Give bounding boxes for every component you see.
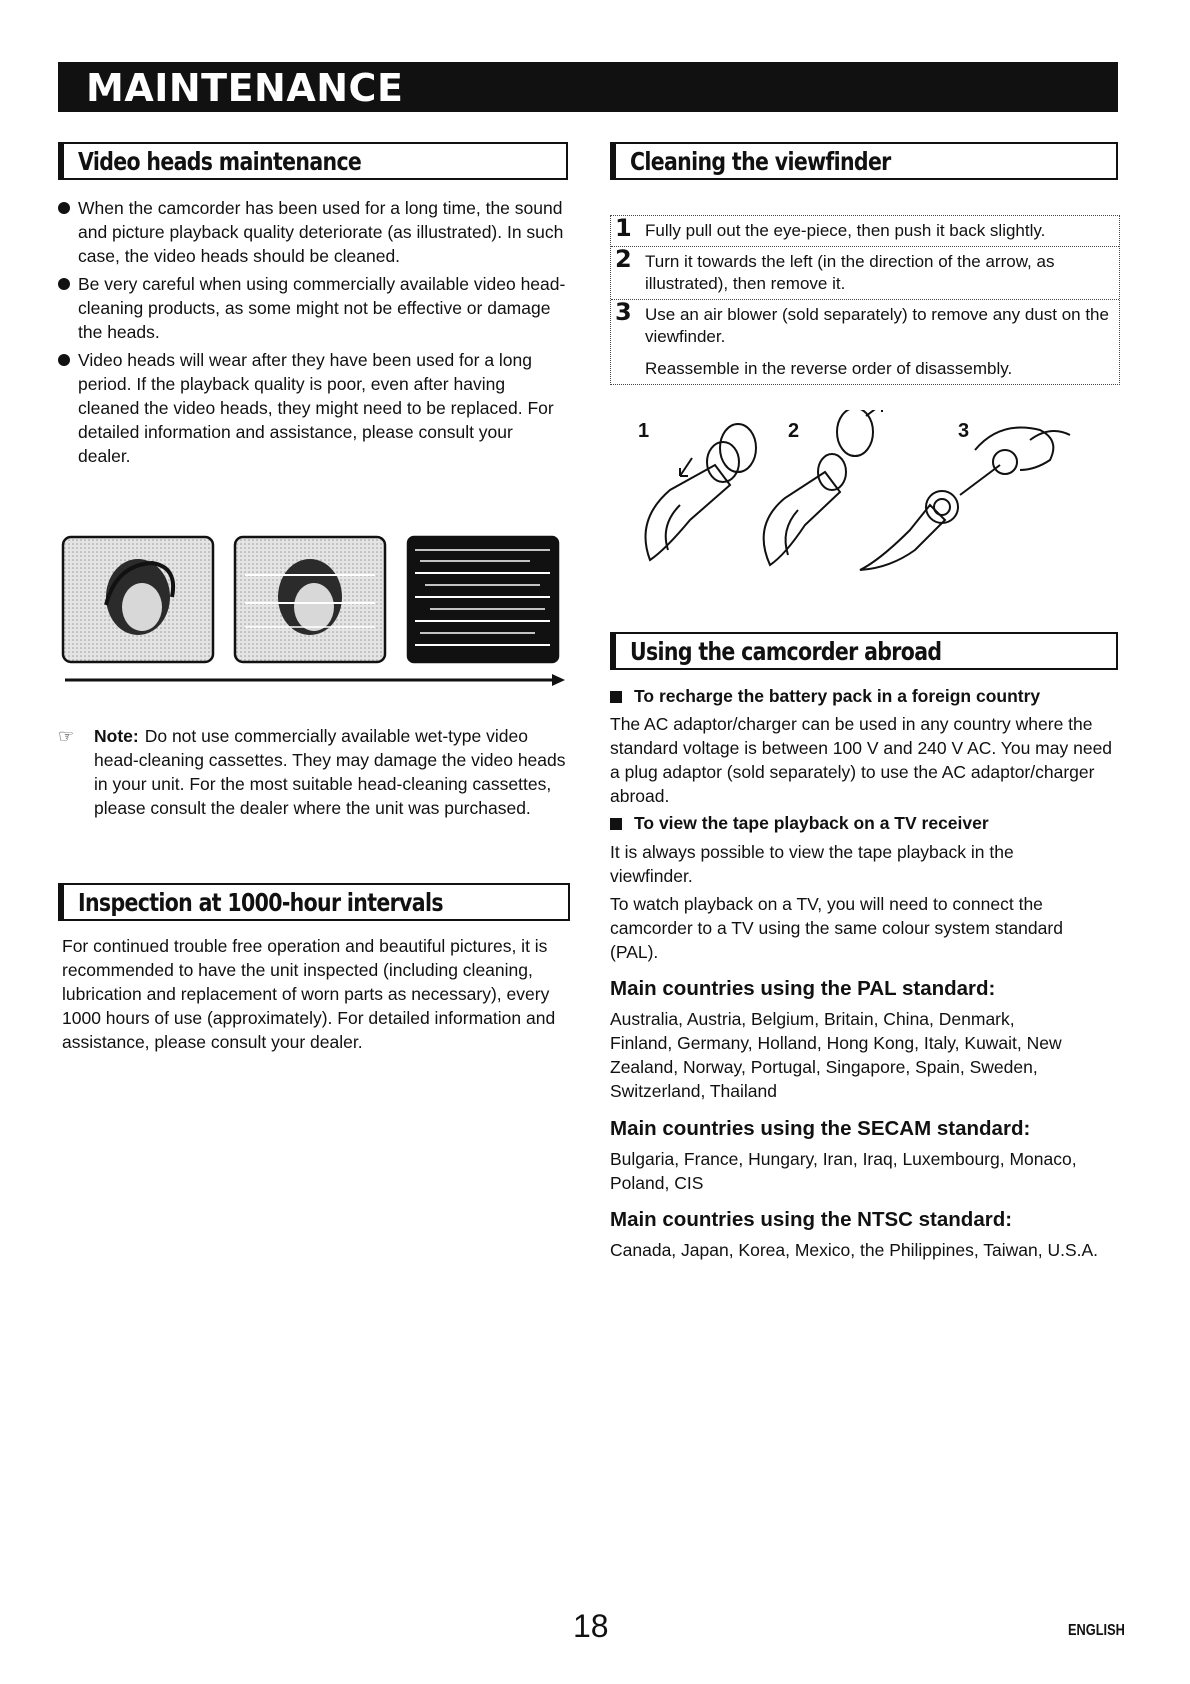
step-text: Turn it towards the left (in the direction of the arrow, as illustrated), then remove it. [645, 252, 1055, 293]
viewfinder-steps [610, 215, 1120, 385]
note-text: Do not use commercially available wet-type video head-cleaning cassettes. They may damage the video heads in your unit. For the most suitable head-cleaning cassettes, please consult the dealer where the unit was purchased. [94, 726, 566, 818]
no-picture-image [408, 537, 558, 662]
playback-degradation-illustration [60, 535, 570, 690]
secam-heading: Main countries using the SECAM standard: [610, 1117, 1031, 1140]
deterioration-arrow [65, 674, 565, 686]
viewfinder-figure-2 [764, 410, 882, 565]
inspection-heading: Inspection at 1000-hour intervals [78, 888, 443, 917]
step-number: 3 [615, 298, 632, 326]
list-item: Be very careful when using commercially available video head-cleaning products, as some might not be effective or damage the heads. [58, 272, 568, 344]
video-heads-heading-box [58, 142, 568, 180]
list-item: Video heads will wear after they have been used for a long period. If the playback quality is poor, even after having cleaned the video heads, they might need to be replaced. For detailed information and assistance, please consult your dealer. [58, 348, 568, 468]
step-2 [611, 247, 1119, 300]
recharge-subheading: To recharge the battery pack in a foreign country [610, 686, 1040, 707]
list-item: When the camcorder has been used for a long time, the sound and picture playback quality deteriorate (as illustrated). In such case, the video heads should be cleaned. [58, 196, 568, 268]
page-number: 18 [573, 1608, 609, 1644]
bullet-icon [58, 202, 70, 214]
figure-label-2: 2 [788, 420, 800, 442]
tv-playback-text-b: To watch playback on a TV, you will need to connect the camcorder to a TV using the same colour system standard (PAL). [610, 894, 1063, 962]
viewfinder-illustration [620, 410, 1120, 580]
ntsc-countries: Canada, Japan, Korea, Mexico, the Philippines, Taiwan, U.S.A. [610, 1240, 1099, 1260]
abroad-heading: Using the camcorder abroad [630, 637, 942, 666]
viewfinder-heading: Cleaning the viewfinder [630, 147, 891, 176]
pointing-hand-icon: ☞ [58, 726, 75, 746]
tv-playback-subheading: To view the tape playback on a TV receiver [610, 813, 989, 834]
figure-label-1: 1 [638, 420, 650, 442]
step-number: 1 [615, 214, 632, 242]
step-3 [611, 300, 1119, 384]
bullet-icon [58, 354, 70, 366]
clear-picture-image [63, 537, 213, 662]
pal-countries: Australia, Austria, Belgium, Britain, China, Denmark, Finland, Germany, Holland, Hong Kong, Italy, Kuwait, New Zealand, Norway, Portugal, Singapore, Spain, Sweden, Switzerland, Thailand [610, 1009, 1062, 1101]
viewfinder-heading-box [610, 142, 1118, 180]
step-text: Use an air blower (sold separately) to remove any dust on the viewfinder. [645, 305, 1109, 346]
abroad-heading-box [610, 632, 1118, 670]
video-heads-bullets [58, 196, 568, 472]
reassemble-text: Reassemble in the reverse order of disassembly. [645, 359, 1013, 378]
square-bullet-icon [610, 691, 622, 703]
step-number: 2 [615, 245, 632, 273]
secam-countries: Bulgaria, France, Hungary, Iran, Iraq, Luxembourg, Monaco, Poland, CIS [610, 1149, 1077, 1193]
page-title: MAINTENANCE [86, 66, 404, 110]
viewfinder-figure-1 [646, 424, 757, 560]
figure-label-3: 3 [958, 420, 970, 442]
bullet-icon [58, 278, 70, 290]
step-1 [611, 216, 1119, 247]
header-banner [58, 62, 1118, 112]
square-bullet-icon [610, 818, 622, 830]
inspection-heading-box [58, 883, 570, 921]
viewfinder-figure-3 [860, 428, 1070, 571]
inspection-text: For continued trouble free operation and beautiful pictures, it is recommended to have the unit inspected (including cleaning, lubrication and replacement of worn parts as necessary), every 1000 hours of use (approximately). For detailed information and assistance, please consult your dealer. [62, 936, 556, 1052]
ntsc-heading: Main countries using the NTSC standard: [610, 1208, 1013, 1231]
step-text: Fully pull out the eye-piece, then push it back slightly. [645, 221, 1046, 240]
noisy-picture-image [235, 537, 385, 662]
pal-heading: Main countries using the PAL standard: [610, 977, 996, 1000]
recharge-text: The AC adaptor/charger can be used in any country where the standard voltage is between 100 V and 240 V AC. You may need a plug adaptor (sold separately) to use the AC adaptor/charger abroad. [610, 714, 1113, 806]
video-heads-heading: Video heads maintenance [78, 147, 362, 176]
tv-playback-text-a: It is always possible to view the tape playback in the viewfinder. [610, 842, 1014, 886]
note-label: Note: [94, 726, 139, 746]
note-block [58, 724, 568, 820]
language-label: ENGLISH [1068, 1622, 1125, 1639]
